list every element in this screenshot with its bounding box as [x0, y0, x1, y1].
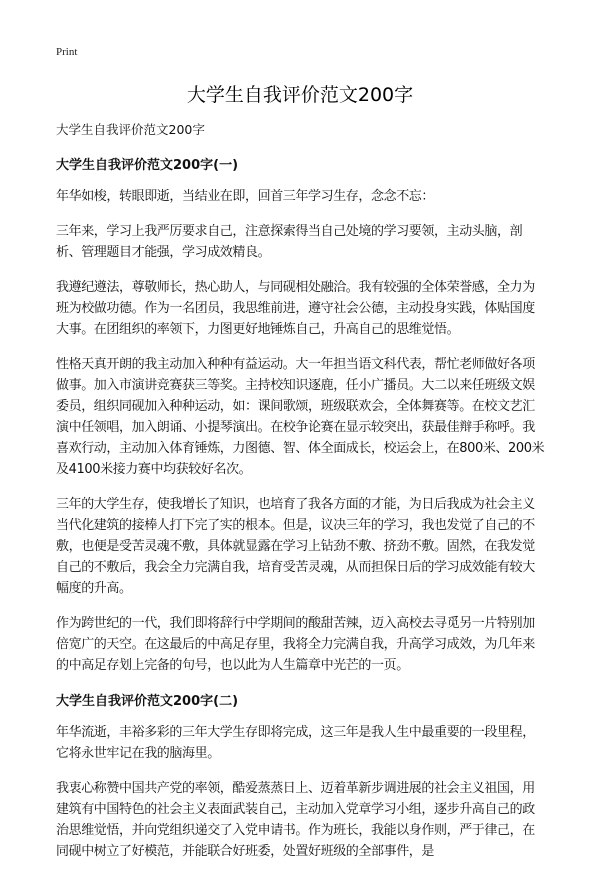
document-subtitle: 大学生自我评价范文200字 — [56, 122, 205, 137]
document-body — [56, 120, 546, 876]
page-title: 大学生自我评价范文200字 — [186, 84, 414, 106]
paragraph: 作为跨世纪的一代，我们即将辞行中学期间的酸甜苦辣，迈入高校去寻觅另一片特别加倍宽广的天空。在这最后的中高足存里，我将全力完满自我，升高学习成效，为几年来的中高足存划上完备的句号，也以此为人生篇章中光芒的一页。 — [56, 616, 535, 673]
paragraph: 我衷心称赞中国共产党的率领，酷爱蒸蒸日上、迈着革新步调进展的社会主义祖国，用建筑有中国特色的社会主义表面武装自己，主动加入党章学习小组，逐步升高自己的政治思维觉悟，并向党组织递交了入党申请书。作为班长，我能以身作则，严于律己，在同砚中树立了好模范，并能联合好班委，处置好班级的全部事件，是 — [56, 781, 535, 859]
paragraph: 性格天真开朗的我主动加入种种有益运动。大一年担当语文科代表，帮忙老师做好各项做事。加入市演讲竞赛获三等奖。主持校知识逐鹿，任小广播员。大二以来任班级文娱委员，组织同砚加入种种运动，如：课间歌颂，班级联欢会，全体舞赛等。在校文艺汇演中任领唱，加入朗诵、小提琴演出。在校争论赛在显示较突出，获最佳辩手称呼。我喜欢行动，主动加入体育锤炼，力图德、智、体全面成长，校运会上，在800米、200米及4100米接力赛中均获较好名次。 — [56, 357, 545, 477]
paragraph: 三年来，学习上我严厉要求自己，注意探索得当自己处境的学习要领，主动头脑，剖析、管理题目才能强，学习成效精良。 — [56, 224, 523, 260]
paragraph: 我遵纪遵法，尊敬师长，热心助人，与同砚相处融洽。我有较强的全体荣誉感，全力为班为校做功德。作为一名团员，我思维前进，遵守社会公德，主动投身实践，体贴国度大事。在团组织的率领下，力图更好地锤炼自己，升高自己的思维觉悟。 — [56, 280, 535, 337]
print-link[interactable]: Print — [56, 46, 78, 58]
paragraph: 三年的大学生存，使我增长了知识，也培育了我各方面的才能，为日后我成为社会主义当代化建筑的接棒人打下完了实的根本。但是，议决三年的学习，我也发觉了自己的不敷，也便是受苦灵魂不敷，具体就显露在学习上钻劲不敷、挤劲不敷。固然，在我发觉自己的不敷后，我会全力完满自我，培育受苦灵魂，从而担保日后的学习成效能有较大幅度的升高。 — [56, 497, 535, 596]
section-heading-2: 大学生自我评价范文200字(二) — [56, 694, 239, 709]
paragraph: 年华如梭，转眼即逝，当结业在即，回首三年学习生存，念念不忘： — [56, 189, 435, 204]
paragraph: 年华流逝，丰裕多彩的三年大学生存即将完成，这三年是我人生中最重要的一段里程，它将永世牢记在我的脑海里。 — [56, 725, 535, 761]
section-heading-1: 大学生自我评价范文200字(一) — [56, 158, 239, 173]
